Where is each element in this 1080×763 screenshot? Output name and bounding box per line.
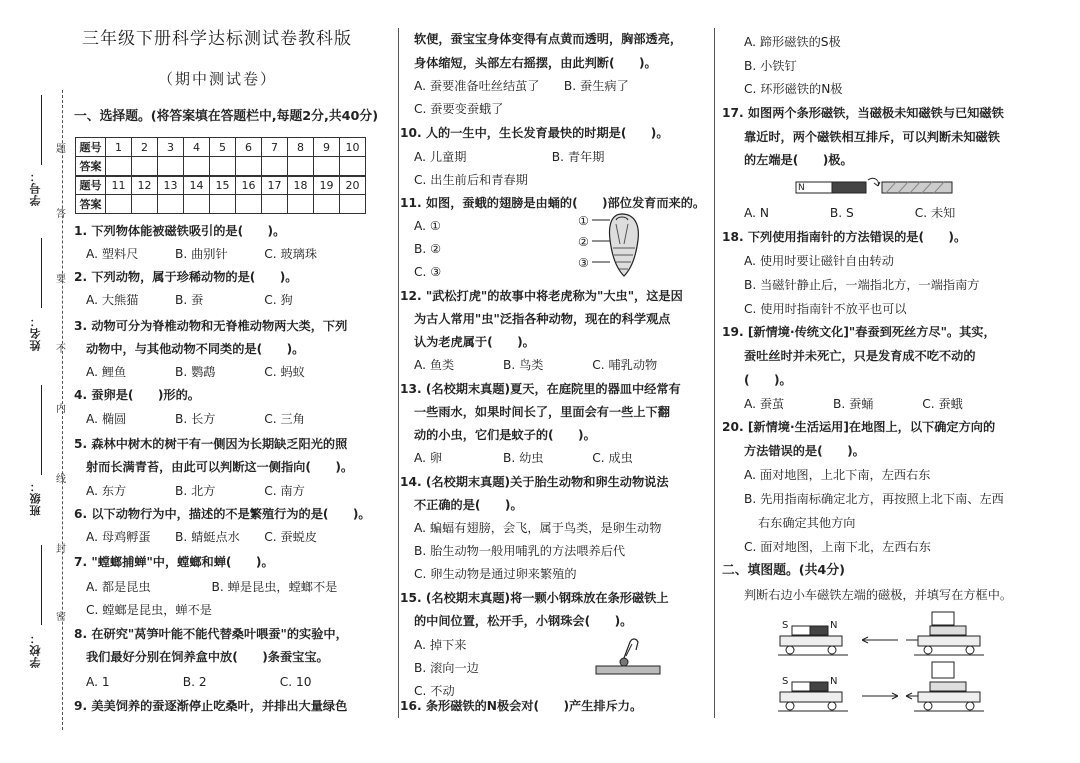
seal-char: 封 (56, 544, 66, 555)
section-2-heading: 二、填图题。(共4分) (722, 563, 845, 578)
table-cell: 1 (106, 138, 132, 157)
table-cell: 14 (184, 176, 210, 195)
table-header-cell: 题号 (76, 176, 106, 195)
table-row (76, 195, 366, 214)
option-line: B. 先用指南标确定北方，再按照上北下南、左西 (744, 492, 1004, 506)
seal-char: 不 (56, 344, 66, 355)
answer-cell[interactable] (314, 195, 340, 214)
table-cell: 16 (236, 176, 262, 195)
option-line: A. 大熊猫 B. 蚕 C. 狗 (86, 293, 293, 307)
cart-pole-label: S (782, 676, 789, 687)
seal-char: 答 (56, 209, 66, 220)
section-1-heading: 一、选择题。(将答案填在答题栏中,每题2分,共40分) (74, 109, 379, 124)
column-divider (398, 28, 399, 718)
question-line: 18. 下列使用指南针的方法错误的是( )。 (722, 230, 967, 244)
question-line: 的中间位置，松开手，小钢珠会( )。 (414, 614, 633, 628)
option-line: A. 使用时要让磁针自由转动 (744, 254, 894, 268)
column-divider (714, 28, 715, 718)
column-3 (722, 0, 1064, 763)
answer-cell[interactable] (314, 157, 340, 176)
table-row (76, 157, 366, 176)
option-line: A. 都是昆虫 B. 蝉是昆虫，螳螂不是 (86, 580, 338, 594)
question-line: ( )。 (744, 373, 792, 387)
margin-line (41, 385, 42, 475)
option-line: A. 东方 B. 北方 C. 南方 (86, 484, 305, 498)
seal-char: 要 (56, 274, 66, 285)
question-line: 射而长满青苔，由此可以判断这一侧指向( )。 (86, 460, 354, 474)
option-line: A. 塑料尺 B. 曲别针 C. 玻璃珠 (86, 247, 318, 261)
question-line: 17. 如图两个条形磁铁，当磁极未知磁铁与已知磁铁 (722, 106, 1004, 120)
option-line: C. 面对地图，上南下北，左西右东 (744, 540, 931, 554)
cart-pole-label: N (830, 620, 838, 631)
answer-cell[interactable] (236, 157, 262, 176)
question-line: 12. "武松打虎"的故事中将老虎称为"大虫"，这是因 (400, 289, 683, 303)
answer-cell[interactable] (132, 157, 158, 176)
table-cell: 10 (340, 138, 366, 157)
question-line: 11. 如图，蚕蛾的翅膀是由蛹的( )部位发育而来的。 (400, 196, 706, 210)
option-line: B. ② (414, 242, 442, 256)
question-line: 认为老虎属于( )。 (414, 335, 535, 349)
table-cell: 3 (158, 138, 184, 157)
table-cell: 19 (314, 176, 340, 195)
option-line: C. 蚕要变蚕蛾了 (414, 102, 504, 116)
answer-cell[interactable] (340, 195, 366, 214)
question-line: 一些雨水，如果时间长了，里面会有一些上下翻 (414, 405, 670, 419)
question-line: 2. 下列动物，属于珍稀动物的是( )。 (74, 270, 298, 284)
seal-char: 内 (56, 404, 66, 415)
question-line: 方法错误的是( )。 (744, 444, 865, 458)
table-header-cell: 答案 (76, 195, 106, 214)
option-line: 右东确定其他方向 (758, 516, 856, 530)
binding-margin (0, 0, 72, 763)
question-line: 蚕吐丝时并未死亡，只是发育成不吃不动的 (744, 349, 976, 363)
bar-magnets-figure (796, 176, 956, 200)
cart-pole-label: S (782, 620, 789, 631)
table-header-cell: 题号 (76, 138, 106, 157)
option-line: A. 鲤鱼 B. 鹦鹉 C. 蚂蚁 (86, 365, 305, 379)
exam-subtitle: （期中测试卷） (158, 70, 278, 88)
margin-label-class: 班级： (29, 480, 42, 516)
option-line: B. 当磁针静止后，一端指北方，一端指南方 (744, 278, 980, 292)
question-line: 的左端是( )极。 (744, 153, 853, 167)
answer-cell[interactable] (340, 157, 366, 176)
option-line: A. 蚕茧 B. 蚕蛹 C. 蚕蛾 (744, 397, 963, 411)
question-line: 14. (名校期末真题)关于胎生动物和卵生动物说法 (400, 475, 669, 489)
question-line: 13. (名校期末真题)夏天，在庭院里的器皿中经常有 (400, 382, 681, 396)
pupa-figure (592, 210, 652, 280)
question-line: 3. 动物可分为脊椎动物和无脊椎动物两大类，下列 (74, 319, 348, 333)
answer-cell[interactable] (184, 195, 210, 214)
question-line: 9. 美美饲养的蚕逐渐停止吃桑叶，并排出大量绿色 (74, 699, 348, 713)
answer-cell[interactable] (158, 195, 184, 214)
answer-cell[interactable] (288, 195, 314, 214)
table-cell: 6 (236, 138, 262, 157)
carts-figure (778, 612, 1028, 722)
table-cell: 18 (288, 176, 314, 195)
option-line: A. 蹄形磁铁的S极 (744, 35, 841, 49)
question-line: 为古人常用"虫"泛指各种动物，现在的科学观点 (414, 312, 671, 326)
question-line: 20. [新情境·生活运用]在地图上，以下确定方向的 (722, 420, 996, 434)
table-header-cell: 答案 (76, 157, 106, 176)
answer-cell[interactable] (132, 195, 158, 214)
option-line: C. 环形磁铁的N极 (744, 82, 843, 96)
figure-label: ③ (578, 256, 589, 270)
table-cell: 4 (184, 138, 210, 157)
seal-char: 密 (56, 612, 66, 623)
answer-cell[interactable] (210, 157, 236, 176)
option-line: C. 出生前后和青春期 (414, 173, 528, 187)
margin-line (41, 238, 42, 308)
answer-cell[interactable] (106, 157, 132, 176)
question-line: 15. (名校期末真题)将一颗小钢珠放在条形磁铁上 (400, 591, 669, 605)
answer-cell[interactable] (262, 195, 288, 214)
table-cell: 2 (132, 138, 158, 157)
seal-char: 线 (56, 474, 66, 485)
table-cell: 17 (262, 176, 288, 195)
option-line: A. N B. S C. 未知 (744, 206, 956, 220)
answer-table (75, 137, 366, 214)
margin-label-number: 学号： (29, 170, 42, 206)
figure-label: ① (578, 214, 589, 228)
option-line: B. 小铁钉 (744, 59, 797, 73)
question-line: 软便，蚕宝宝身体变得有点黄而透明，胸部透亮， (414, 32, 683, 46)
answer-cell[interactable] (262, 157, 288, 176)
option-line: C. 使用时指南针不放平也可以 (744, 302, 907, 316)
table-cell: 12 (132, 176, 158, 195)
column-2 (400, 0, 708, 763)
question-line: 5. 森林中树木的树干有一侧因为长期缺乏阳光的照 (74, 437, 348, 451)
option-line: A. 面对地图，上北下南，左西右东 (744, 468, 931, 482)
option-line: A. 卵 B. 幼虫 C. 成虫 (414, 451, 633, 465)
question-line: 靠近时，两个磁铁相互排斥，可以判断未知磁铁 (744, 130, 1000, 144)
question-line: 8. 在研究"莴笋叶能不能代替桑叶喂蚕"的实验中， (74, 627, 348, 641)
magnet-ball-figure (596, 636, 666, 680)
column-1 (72, 0, 392, 763)
table-row (76, 138, 366, 157)
table-cell: 20 (340, 176, 366, 195)
question-line: 不正确的是( )。 (414, 498, 523, 512)
exam-title: 三年级下册科学达标测试卷教科版 (82, 29, 352, 49)
answer-cell[interactable] (236, 195, 262, 214)
option-line: A. ① (414, 219, 441, 233)
option-line: C. 螳螂是昆虫，蝉不是 (86, 603, 212, 617)
option-line: A. 蝙蝠有翅膀，会飞，属于鸟类，是卵生动物 (414, 521, 662, 535)
answer-cell[interactable] (288, 157, 314, 176)
option-line: C. 不动 (414, 684, 455, 698)
table-cell: 5 (210, 138, 236, 157)
answer-cell[interactable] (184, 157, 210, 176)
option-line: B. 滚向一边 (414, 661, 479, 675)
option-line: A. 1 B. 2 C. 10 (86, 675, 312, 689)
question-line: 动物中，与其他动物不同类的是( )。 (86, 342, 305, 356)
question-line: 4. 蚕卵是( )形的。 (74, 388, 200, 402)
option-line: A. 儿童期 B. 青年期 (414, 150, 605, 164)
option-line: C. ③ (414, 265, 442, 279)
question-line: 动的小虫，它们是蚊子的( )。 (414, 428, 596, 442)
question-line: 1. 下列物体能被磁铁吸引的是( )。 (74, 224, 286, 238)
option-line: A. 掉下来 (414, 638, 467, 652)
question-line: 身体缩短，头部左右摇摆，由此判断( )。 (414, 56, 657, 70)
table-cell: 8 (288, 138, 314, 157)
option-line: A. 蚕要准备吐丝结茧了 B. 蚕生病了 (414, 79, 629, 93)
question-line: 我们最好分别在饲养盒中放( )条蚕宝宝。 (86, 650, 329, 664)
cart-pole-label: N (830, 676, 838, 687)
question-line: 10. 人的一生中，生长发育最快的时期是( )。 (400, 126, 669, 140)
option-line: A. 椭圆 B. 长方 C. 三角 (86, 412, 305, 426)
answer-cell[interactable] (158, 157, 184, 176)
table-row (76, 176, 366, 195)
seal-char: 题 (56, 144, 66, 155)
question-line: 6. 以下动物行为中，描述的不是繁殖行为的是( )。 (74, 507, 371, 521)
table-cell: 9 (314, 138, 340, 157)
magnet-pole-label: N (798, 183, 805, 193)
option-line: A. 鱼类 B. 鸟类 C. 哺乳动物 (414, 358, 658, 372)
margin-label-name: 姓名： (29, 315, 42, 351)
question-line: 16. 条形磁铁的N极会对( )产生排斥力。 (400, 699, 643, 713)
answer-cell[interactable] (106, 195, 132, 214)
question-line: 19. [新情境·传统文化]"春蚕到死丝方尽"。其实， (722, 325, 996, 339)
table-cell: 15 (210, 176, 236, 195)
margin-label-school: 学校： (29, 632, 42, 668)
answer-cell[interactable] (210, 195, 236, 214)
question-line: 判断右边小车磁铁左端的磁极，并填写在方框中。 (744, 588, 1013, 602)
option-line: A. 母鸡孵蛋 B. 蜻蜓点水 C. 蚕蜕皮 (86, 530, 318, 544)
option-line: C. 卵生动物是通过卵来繁殖的 (414, 567, 577, 581)
table-cell: 13 (158, 176, 184, 195)
table-cell: 7 (262, 138, 288, 157)
figure-label: ② (578, 235, 589, 249)
margin-line (41, 545, 42, 625)
option-line: B. 胎生动物一般用哺乳的方法喂养后代 (414, 544, 626, 558)
table-cell: 11 (106, 176, 132, 195)
question-line: 7. "螳螂捕蝉"中，螳螂和蝉( )。 (74, 555, 274, 569)
margin-line (41, 95, 42, 165)
